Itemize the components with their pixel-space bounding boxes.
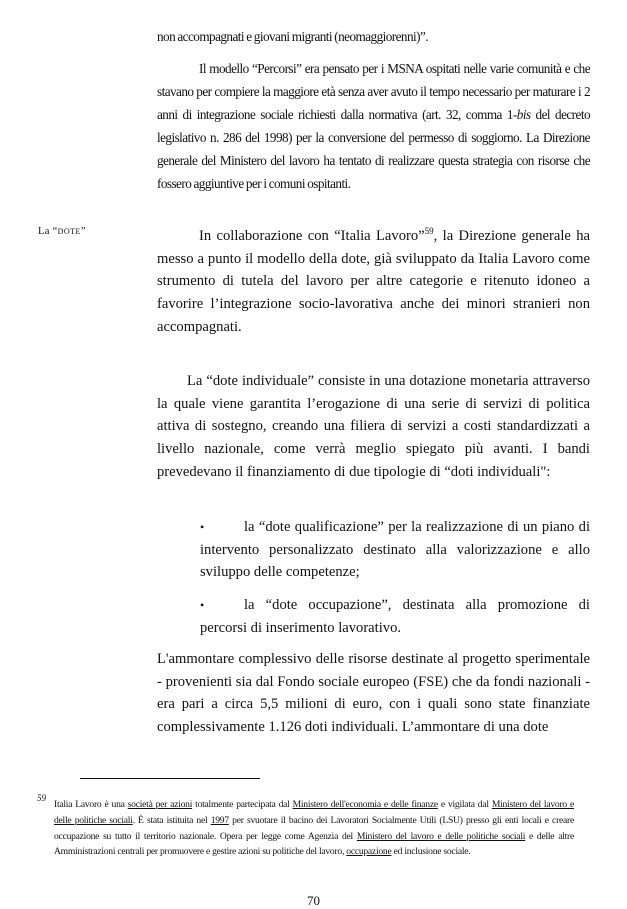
paragraph-percorsi-italic: bis — [516, 106, 531, 122]
footnote-segment: e vigilata dal — [437, 799, 492, 810]
paragraph-italia-lavoro-b: , la Direzione generale ha messo a punto il modello della dote, già sviluppato da Italia Lavoro come strumento di tutela del lavoro per altre categorie e ritenuto idoneo a favorire l’integrazione socio-lavorativa anche dei minori stranieri non accompagnati. — [157, 228, 590, 335]
margin-label-suffix: ” — [80, 226, 86, 237]
paragraph-italia-lavoro-a: In collaborazione con “Italia Lavoro” — [199, 228, 425, 244]
list-item — [200, 516, 590, 584]
footnote-separator — [80, 778, 260, 779]
footnote-link-mef[interactable]: Ministero dell'economia e delle finanze — [292, 799, 438, 810]
footnote-link-ministero-lavoro[interactable]: Ministero del lavoro e delle politiche sociali — [54, 799, 574, 826]
paragraph-percorsi — [157, 58, 590, 195]
page-number: 70 — [307, 893, 320, 908]
list-item-text: la “dote qualificazione” per la realizzazione di un piano di intervento personalizzato destinato alla valorizzazione e allo sviluppo delle competenze; — [200, 519, 590, 581]
footnote-segment: . È stata istituita nel — [132, 814, 211, 826]
footnote-link-ministero-lavoro-2[interactable]: Ministero del lavoro e delle politiche sociali — [356, 830, 526, 842]
paragraph-percorsi-text: Il modello “Percorsi” era pensato per i MSNA ospitati nelle varie comunità e che stavano per compiere la maggiore età senza aver avuto il tempo necessario per maturare i 2 anni di integrazione sociale richiesti dalla normativa (art. 32, comma 1- — [157, 61, 590, 122]
footnote-link-occupazione[interactable]: occupazione — [346, 846, 392, 858]
margin-label-prefix: La “ — [38, 226, 58, 237]
footnote-text — [54, 797, 574, 860]
paragraph-dote-individuale: La “dote individuale” consiste in una dotazione monetaria attraverso la quale viene garantita l’erogazione di una serie di servizi di politica attiva di sostegno, creando una filiera di servizi a costi standardizzati a livello nazionale, come verrà meglio spiegato più avanti. I bandi prevedevano il finanziamento di due tipologie di “doti individuali": — [157, 373, 590, 480]
footnote-segment: ed inclusione sociale. — [391, 846, 471, 858]
paragraph-ammontare: L'ammontare complessivo delle risorse destinate al progetto sperimentale - provenienti sia dal Fondo sociale europeo (FSE) che da fondi nazionali - era pari a circa 5,5 milioni di euro, con i quali sono state finanziate complessivamente 1.126 doti individuali. L’ammontare di una dote — [157, 651, 590, 736]
footnote-reference[interactable]: 59 — [424, 226, 434, 237]
footnote-segment: per svuotare il bacino dei Lavoratori Socialmente Utili (LSU) presso gli enti locali e creare occupazione su tutto il territorio nazionale. Opera per legge come Agenzia del — [54, 814, 574, 842]
footnote-link-1997[interactable]: 1997 — [210, 814, 229, 826]
paragraph-percorsi-tail: del decreto legislativo n. 286 del 1998) per la conversione del permesso di soggiorno. La Direzione generale del Ministero del lavoro ha tentato di realizzare questa strategia con risorse che fossero aggiuntive per i comuni ospitanti. — [157, 106, 590, 191]
bullet-icon: • — [200, 598, 205, 612]
footnote-segment: e delle altre Amministrazioni centrali per promuovere e gestire azioni su politiche del lavoro, — [54, 830, 574, 858]
footnote-link-spa[interactable]: società per azioni — [127, 799, 193, 810]
footnote-number: 59 — [37, 793, 46, 803]
list-item-text: la “dote occupazione”, destinata alla promozione di percorsi di inserimento lavorativo. — [200, 597, 590, 636]
footnote-segment: totalmente partecipata dal — [192, 799, 293, 810]
paragraph-continuation: non accompagnati e giovani migranti (neomaggiorenni)”. — [157, 29, 429, 44]
bullet-icon: • — [200, 520, 205, 534]
margin-label-word: DOTE — [57, 227, 81, 236]
margin-label-dote — [38, 226, 86, 237]
list-item — [200, 594, 590, 639]
paragraph-italia-lavoro — [157, 225, 590, 339]
footnote-segment: Italia Lavoro è una — [54, 799, 128, 810]
